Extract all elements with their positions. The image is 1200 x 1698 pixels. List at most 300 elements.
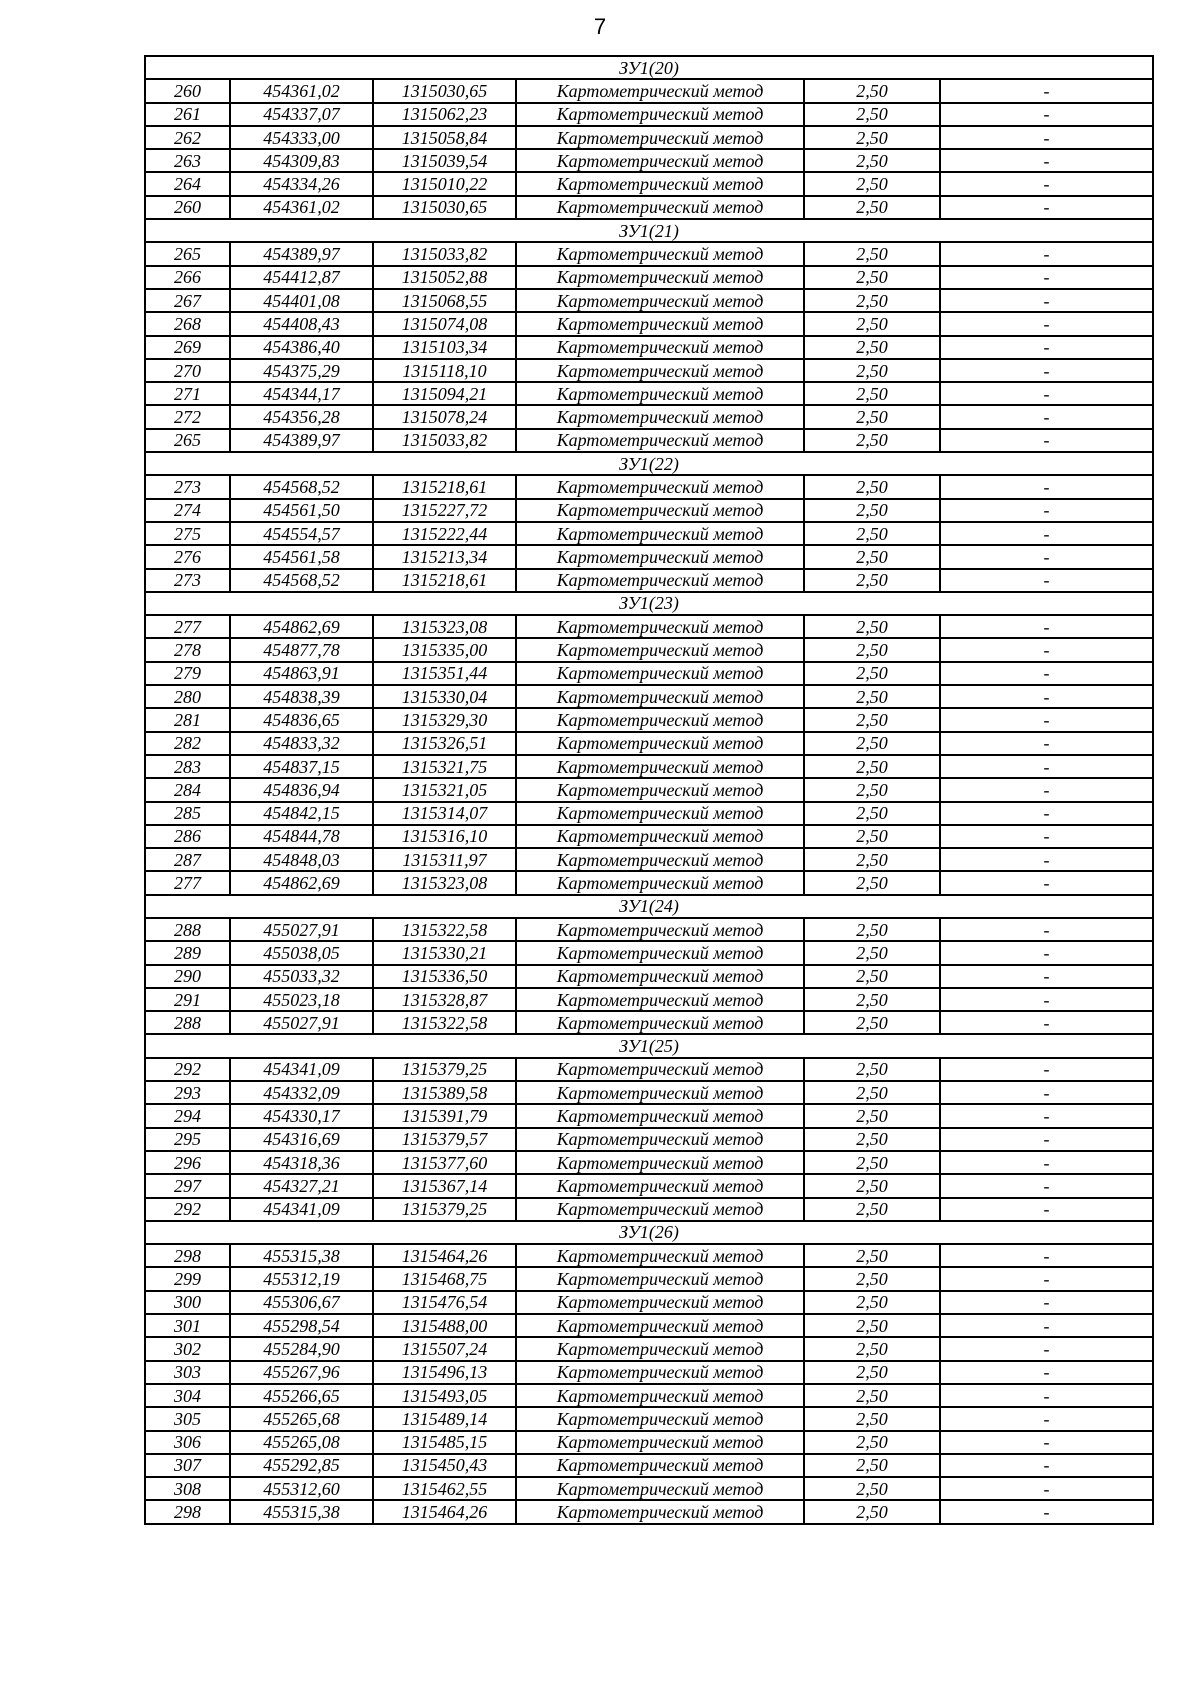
x-coordinate-cell: 454389,97 — [230, 242, 373, 265]
y-coordinate-cell: 1315033,82 — [373, 242, 516, 265]
note-cell: - — [940, 196, 1153, 219]
y-coordinate-cell: 1315389,58 — [373, 1081, 516, 1104]
table-row — [145, 79, 1153, 102]
group-title: ЗУ1(20) — [145, 56, 1153, 79]
table-row — [145, 1500, 1153, 1523]
group-title: ЗУ1(24) — [145, 895, 1153, 918]
accuracy-cell: 2,50 — [804, 359, 940, 382]
accuracy-cell: 2,50 — [804, 405, 940, 428]
method-cell: Картометрический метод — [516, 405, 804, 428]
note-cell: - — [940, 662, 1153, 685]
table-row — [145, 1104, 1153, 1127]
accuracy-cell: 2,50 — [804, 685, 940, 708]
method-cell: Картометрический метод — [516, 429, 804, 452]
y-coordinate-cell: 1315493,05 — [373, 1384, 516, 1407]
group-header-row — [145, 592, 1153, 615]
note-cell: - — [940, 1267, 1153, 1290]
accuracy-cell: 2,50 — [804, 569, 940, 592]
point-number-cell: 262 — [145, 126, 230, 149]
point-number-cell: 277 — [145, 871, 230, 894]
point-number-cell: 280 — [145, 685, 230, 708]
x-coordinate-cell: 454375,29 — [230, 359, 373, 382]
y-coordinate-cell: 1315323,08 — [373, 615, 516, 638]
point-number-cell: 296 — [145, 1151, 230, 1174]
note-cell: - — [940, 569, 1153, 592]
note-cell: - — [940, 918, 1153, 941]
accuracy-cell: 2,50 — [804, 778, 940, 801]
x-coordinate-cell: 454833,32 — [230, 732, 373, 755]
table-row — [145, 1128, 1153, 1151]
y-coordinate-cell: 1315377,60 — [373, 1151, 516, 1174]
method-cell: Картометрический метод — [516, 825, 804, 848]
x-coordinate-cell: 454554,57 — [230, 522, 373, 545]
x-coordinate-cell: 455027,91 — [230, 1011, 373, 1034]
table-row — [145, 1151, 1153, 1174]
note-cell: - — [940, 1011, 1153, 1034]
method-cell: Картометрический метод — [516, 1477, 804, 1500]
table-row — [145, 103, 1153, 126]
method-cell: Картометрический метод — [516, 569, 804, 592]
x-coordinate-cell: 454848,03 — [230, 848, 373, 871]
x-coordinate-cell: 455265,68 — [230, 1407, 373, 1430]
note-cell: - — [940, 1431, 1153, 1454]
accuracy-cell: 2,50 — [804, 708, 940, 731]
note-cell: - — [940, 359, 1153, 382]
accuracy-cell: 2,50 — [804, 988, 940, 1011]
accuracy-cell: 2,50 — [804, 941, 940, 964]
y-coordinate-cell: 1315052,88 — [373, 266, 516, 289]
x-coordinate-cell: 454332,09 — [230, 1081, 373, 1104]
x-coordinate-cell: 455312,19 — [230, 1267, 373, 1290]
x-coordinate-cell: 454389,97 — [230, 429, 373, 452]
x-coordinate-cell: 455315,38 — [230, 1244, 373, 1267]
x-coordinate-cell: 455265,08 — [230, 1431, 373, 1454]
note-cell: - — [940, 289, 1153, 312]
table-row — [145, 359, 1153, 382]
method-cell: Картометрический метод — [516, 1267, 804, 1290]
method-cell: Картометрический метод — [516, 172, 804, 195]
point-number-cell: 276 — [145, 545, 230, 568]
method-cell: Картометрический метод — [516, 1244, 804, 1267]
x-coordinate-cell: 455038,05 — [230, 941, 373, 964]
table-row — [145, 1081, 1153, 1104]
point-number-cell: 305 — [145, 1407, 230, 1430]
table-row — [145, 382, 1153, 405]
method-cell: Картометрический метод — [516, 1337, 804, 1360]
x-coordinate-cell: 454862,69 — [230, 871, 373, 894]
table-row — [145, 732, 1153, 755]
table-row — [145, 289, 1153, 312]
point-number-cell: 279 — [145, 662, 230, 685]
accuracy-cell: 2,50 — [804, 871, 940, 894]
method-cell: Картометрический метод — [516, 965, 804, 988]
accuracy-cell: 2,50 — [804, 196, 940, 219]
table-row — [145, 1291, 1153, 1314]
accuracy-cell: 2,50 — [804, 1198, 940, 1221]
point-number-cell: 269 — [145, 336, 230, 359]
point-number-cell: 302 — [145, 1337, 230, 1360]
y-coordinate-cell: 1315074,08 — [373, 312, 516, 335]
y-coordinate-cell: 1315218,61 — [373, 475, 516, 498]
accuracy-cell: 2,50 — [804, 1244, 940, 1267]
x-coordinate-cell: 454568,52 — [230, 475, 373, 498]
accuracy-cell: 2,50 — [804, 545, 940, 568]
note-cell: - — [940, 103, 1153, 126]
accuracy-cell: 2,50 — [804, 1267, 940, 1290]
point-number-cell: 299 — [145, 1267, 230, 1290]
y-coordinate-cell: 1315010,22 — [373, 172, 516, 195]
y-coordinate-cell: 1315462,55 — [373, 1477, 516, 1500]
y-coordinate-cell: 1315222,44 — [373, 522, 516, 545]
point-number-cell: 282 — [145, 732, 230, 755]
point-number-cell: 275 — [145, 522, 230, 545]
accuracy-cell: 2,50 — [804, 242, 940, 265]
note-cell: - — [940, 336, 1153, 359]
group-title: ЗУ1(22) — [145, 452, 1153, 475]
note-cell: - — [940, 965, 1153, 988]
table-row — [145, 848, 1153, 871]
table-row — [145, 242, 1153, 265]
method-cell: Картометрический метод — [516, 1174, 804, 1197]
table-row — [145, 126, 1153, 149]
note-cell: - — [940, 1500, 1153, 1523]
y-coordinate-cell: 1315485,15 — [373, 1431, 516, 1454]
accuracy-cell: 2,50 — [804, 1500, 940, 1523]
point-number-cell: 281 — [145, 708, 230, 731]
table-row — [145, 965, 1153, 988]
x-coordinate-cell: 455267,96 — [230, 1361, 373, 1384]
coordinates-table-body — [145, 56, 1153, 1524]
accuracy-cell: 2,50 — [804, 1291, 940, 1314]
method-cell: Картометрический метод — [516, 871, 804, 894]
point-number-cell: 265 — [145, 429, 230, 452]
accuracy-cell: 2,50 — [804, 918, 940, 941]
group-title: ЗУ1(26) — [145, 1221, 1153, 1244]
x-coordinate-cell: 454341,09 — [230, 1058, 373, 1081]
group-title: ЗУ1(25) — [145, 1034, 1153, 1057]
x-coordinate-cell: 455306,67 — [230, 1291, 373, 1314]
point-number-cell: 270 — [145, 359, 230, 382]
y-coordinate-cell: 1315322,58 — [373, 918, 516, 941]
y-coordinate-cell: 1315062,23 — [373, 103, 516, 126]
point-number-cell: 297 — [145, 1174, 230, 1197]
x-coordinate-cell: 454361,02 — [230, 196, 373, 219]
method-cell: Картометрический метод — [516, 755, 804, 778]
method-cell: Картометрический метод — [516, 1407, 804, 1430]
table-row — [145, 1058, 1153, 1081]
accuracy-cell: 2,50 — [804, 1314, 940, 1337]
note-cell: - — [940, 848, 1153, 871]
y-coordinate-cell: 1315489,14 — [373, 1407, 516, 1430]
note-cell: - — [940, 172, 1153, 195]
table-row — [145, 918, 1153, 941]
note-cell: - — [940, 1151, 1153, 1174]
table-row — [145, 1244, 1153, 1267]
note-cell: - — [940, 242, 1153, 265]
x-coordinate-cell: 455266,65 — [230, 1384, 373, 1407]
table-row — [145, 941, 1153, 964]
accuracy-cell: 2,50 — [804, 1011, 940, 1034]
accuracy-cell: 2,50 — [804, 1477, 940, 1500]
accuracy-cell: 2,50 — [804, 103, 940, 126]
method-cell: Картометрический метод — [516, 103, 804, 126]
x-coordinate-cell: 454568,52 — [230, 569, 373, 592]
y-coordinate-cell: 1315213,34 — [373, 545, 516, 568]
table-row — [145, 1174, 1153, 1197]
table-row — [145, 1477, 1153, 1500]
group-header-row — [145, 452, 1153, 475]
table-row — [145, 662, 1153, 685]
table-row — [145, 778, 1153, 801]
table-row — [145, 196, 1153, 219]
note-cell: - — [940, 382, 1153, 405]
note-cell: - — [940, 871, 1153, 894]
table-row — [145, 988, 1153, 1011]
accuracy-cell: 2,50 — [804, 1384, 940, 1407]
table-row — [145, 1198, 1153, 1221]
table-row — [145, 615, 1153, 638]
note-cell: - — [940, 1128, 1153, 1151]
x-coordinate-cell: 454334,26 — [230, 172, 373, 195]
y-coordinate-cell: 1315218,61 — [373, 569, 516, 592]
method-cell: Картометрический метод — [516, 778, 804, 801]
y-coordinate-cell: 1315351,44 — [373, 662, 516, 685]
x-coordinate-cell: 454386,40 — [230, 336, 373, 359]
note-cell: - — [940, 1104, 1153, 1127]
x-coordinate-cell: 455023,18 — [230, 988, 373, 1011]
method-cell: Картометрический метод — [516, 522, 804, 545]
note-cell: - — [940, 1337, 1153, 1360]
method-cell: Картометрический метод — [516, 475, 804, 498]
point-number-cell: 301 — [145, 1314, 230, 1337]
method-cell: Картометрический метод — [516, 941, 804, 964]
x-coordinate-cell: 454844,78 — [230, 825, 373, 848]
note-cell: - — [940, 1198, 1153, 1221]
x-coordinate-cell: 455315,38 — [230, 1500, 373, 1523]
method-cell: Картометрический метод — [516, 1081, 804, 1104]
table-row — [145, 638, 1153, 661]
table-row — [145, 1361, 1153, 1384]
point-number-cell: 272 — [145, 405, 230, 428]
y-coordinate-cell: 1315321,05 — [373, 778, 516, 801]
method-cell: Картометрический метод — [516, 685, 804, 708]
accuracy-cell: 2,50 — [804, 965, 940, 988]
group-header-row — [145, 56, 1153, 79]
x-coordinate-cell: 455033,32 — [230, 965, 373, 988]
accuracy-cell: 2,50 — [804, 1174, 940, 1197]
y-coordinate-cell: 1315314,07 — [373, 802, 516, 825]
point-number-cell: 273 — [145, 569, 230, 592]
x-coordinate-cell: 454842,15 — [230, 802, 373, 825]
table-row — [145, 1337, 1153, 1360]
method-cell: Картометрический метод — [516, 242, 804, 265]
method-cell: Картометрический метод — [516, 988, 804, 1011]
point-number-cell: 260 — [145, 79, 230, 102]
x-coordinate-cell: 454877,78 — [230, 638, 373, 661]
x-coordinate-cell: 454561,50 — [230, 499, 373, 522]
x-coordinate-cell: 454309,83 — [230, 149, 373, 172]
method-cell: Картометрический метод — [516, 382, 804, 405]
accuracy-cell: 2,50 — [804, 429, 940, 452]
note-cell: - — [940, 1314, 1153, 1337]
note-cell: - — [940, 1081, 1153, 1104]
y-coordinate-cell: 1315464,26 — [373, 1500, 516, 1523]
group-title: ЗУ1(23) — [145, 592, 1153, 615]
point-number-cell: 292 — [145, 1198, 230, 1221]
accuracy-cell: 2,50 — [804, 848, 940, 871]
table-row — [145, 266, 1153, 289]
point-number-cell: 260 — [145, 196, 230, 219]
point-number-cell: 266 — [145, 266, 230, 289]
x-coordinate-cell: 455284,90 — [230, 1337, 373, 1360]
table-row — [145, 1431, 1153, 1454]
method-cell: Картометрический метод — [516, 1128, 804, 1151]
method-cell: Картометрический метод — [516, 1384, 804, 1407]
accuracy-cell: 2,50 — [804, 336, 940, 359]
method-cell: Картометрический метод — [516, 1058, 804, 1081]
x-coordinate-cell: 454318,36 — [230, 1151, 373, 1174]
method-cell: Картометрический метод — [516, 79, 804, 102]
note-cell: - — [940, 149, 1153, 172]
note-cell: - — [940, 429, 1153, 452]
accuracy-cell: 2,50 — [804, 802, 940, 825]
table-row — [145, 1011, 1153, 1034]
point-number-cell: 307 — [145, 1454, 230, 1477]
accuracy-cell: 2,50 — [804, 1128, 940, 1151]
method-cell: Картометрический метод — [516, 1104, 804, 1127]
accuracy-cell: 2,50 — [804, 499, 940, 522]
note-cell: - — [940, 405, 1153, 428]
y-coordinate-cell: 1315030,65 — [373, 79, 516, 102]
table-row — [145, 475, 1153, 498]
method-cell: Картометрический метод — [516, 196, 804, 219]
table-row — [145, 802, 1153, 825]
point-number-cell: 298 — [145, 1244, 230, 1267]
note-cell: - — [940, 1407, 1153, 1430]
accuracy-cell: 2,50 — [804, 755, 940, 778]
x-coordinate-cell: 454330,17 — [230, 1104, 373, 1127]
point-number-cell: 292 — [145, 1058, 230, 1081]
note-cell: - — [940, 778, 1153, 801]
y-coordinate-cell: 1315379,57 — [373, 1128, 516, 1151]
accuracy-cell: 2,50 — [804, 522, 940, 545]
y-coordinate-cell: 1315118,10 — [373, 359, 516, 382]
method-cell: Картометрический метод — [516, 312, 804, 335]
note-cell: - — [940, 1244, 1153, 1267]
x-coordinate-cell: 454837,15 — [230, 755, 373, 778]
note-cell: - — [940, 708, 1153, 731]
point-number-cell: 288 — [145, 918, 230, 941]
table-row — [145, 405, 1153, 428]
point-number-cell: 261 — [145, 103, 230, 126]
y-coordinate-cell: 1315033,82 — [373, 429, 516, 452]
point-number-cell: 287 — [145, 848, 230, 871]
y-coordinate-cell: 1315068,55 — [373, 289, 516, 312]
y-coordinate-cell: 1315329,30 — [373, 708, 516, 731]
y-coordinate-cell: 1315464,26 — [373, 1244, 516, 1267]
table-row — [145, 825, 1153, 848]
table-row — [145, 429, 1153, 452]
point-number-cell: 308 — [145, 1477, 230, 1500]
table-row — [145, 1407, 1153, 1430]
x-coordinate-cell: 455312,60 — [230, 1477, 373, 1500]
x-coordinate-cell: 454327,21 — [230, 1174, 373, 1197]
note-cell: - — [940, 755, 1153, 778]
point-number-cell: 274 — [145, 499, 230, 522]
table-row — [145, 149, 1153, 172]
accuracy-cell: 2,50 — [804, 266, 940, 289]
y-coordinate-cell: 1315078,24 — [373, 405, 516, 428]
method-cell: Картометрический метод — [516, 1011, 804, 1034]
note-cell: - — [940, 941, 1153, 964]
y-coordinate-cell: 1315227,72 — [373, 499, 516, 522]
accuracy-cell: 2,50 — [804, 172, 940, 195]
note-cell: - — [940, 732, 1153, 755]
table-row — [145, 685, 1153, 708]
group-header-row — [145, 895, 1153, 918]
method-cell: Картометрический метод — [516, 802, 804, 825]
note-cell: - — [940, 1174, 1153, 1197]
point-number-cell: 284 — [145, 778, 230, 801]
method-cell: Картометрический метод — [516, 638, 804, 661]
table-row — [145, 312, 1153, 335]
table-row — [145, 569, 1153, 592]
method-cell: Картометрический метод — [516, 1500, 804, 1523]
coordinates-table — [144, 55, 1154, 1525]
x-coordinate-cell: 455292,85 — [230, 1454, 373, 1477]
accuracy-cell: 2,50 — [804, 1431, 940, 1454]
note-cell: - — [940, 79, 1153, 102]
method-cell: Картометрический метод — [516, 662, 804, 685]
method-cell: Картометрический метод — [516, 149, 804, 172]
y-coordinate-cell: 1315039,54 — [373, 149, 516, 172]
note-cell: - — [940, 988, 1153, 1011]
page-number: 7 — [593, 14, 607, 39]
accuracy-cell: 2,50 — [804, 126, 940, 149]
y-coordinate-cell: 1315336,50 — [373, 965, 516, 988]
point-number-cell: 285 — [145, 802, 230, 825]
table-row — [145, 755, 1153, 778]
x-coordinate-cell: 454316,69 — [230, 1128, 373, 1151]
x-coordinate-cell: 454356,28 — [230, 405, 373, 428]
point-number-cell: 291 — [145, 988, 230, 1011]
point-number-cell: 298 — [145, 1500, 230, 1523]
point-number-cell: 304 — [145, 1384, 230, 1407]
accuracy-cell: 2,50 — [804, 1058, 940, 1081]
note-cell: - — [940, 1291, 1153, 1314]
y-coordinate-cell: 1315450,43 — [373, 1454, 516, 1477]
y-coordinate-cell: 1315030,65 — [373, 196, 516, 219]
accuracy-cell: 2,50 — [804, 312, 940, 335]
note-cell: - — [940, 638, 1153, 661]
y-coordinate-cell: 1315476,54 — [373, 1291, 516, 1314]
y-coordinate-cell: 1315488,00 — [373, 1314, 516, 1337]
method-cell: Картометрический метод — [516, 1198, 804, 1221]
accuracy-cell: 2,50 — [804, 638, 940, 661]
note-cell: - — [940, 1384, 1153, 1407]
method-cell: Картометрический метод — [516, 1454, 804, 1477]
y-coordinate-cell: 1315496,13 — [373, 1361, 516, 1384]
method-cell: Картометрический метод — [516, 545, 804, 568]
method-cell: Картометрический метод — [516, 708, 804, 731]
table-row — [145, 871, 1153, 894]
method-cell: Картометрический метод — [516, 289, 804, 312]
point-number-cell: 277 — [145, 615, 230, 638]
table-row — [145, 545, 1153, 568]
table-row — [145, 1314, 1153, 1337]
y-coordinate-cell: 1315322,58 — [373, 1011, 516, 1034]
point-number-cell: 271 — [145, 382, 230, 405]
